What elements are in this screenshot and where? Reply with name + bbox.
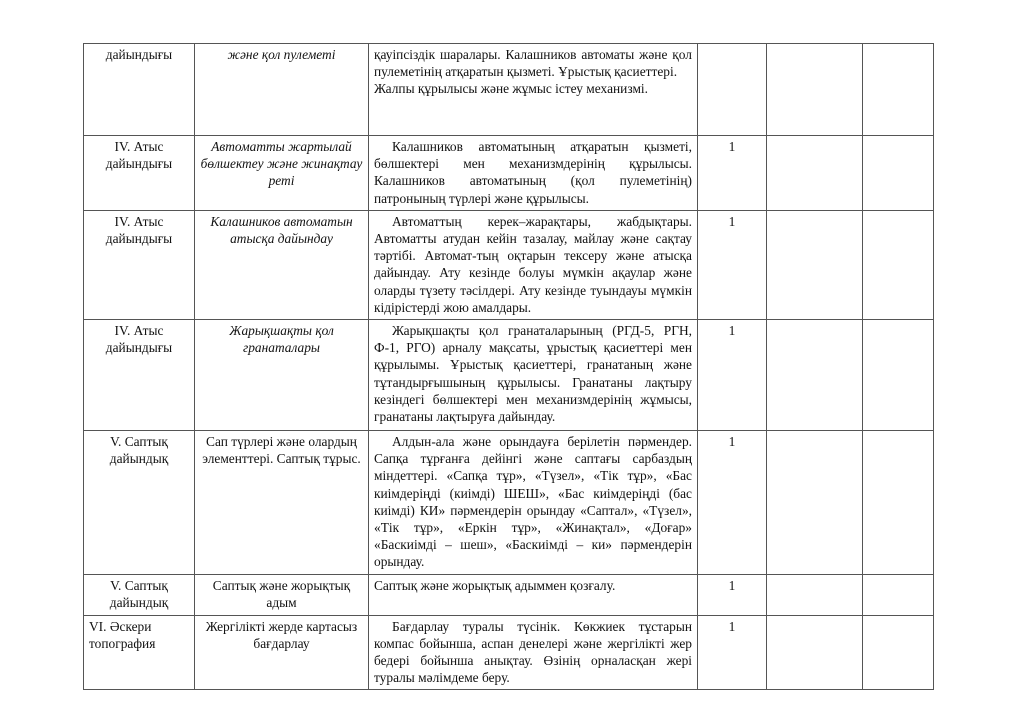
section-cell: VI. Әскери топография <box>84 615 195 690</box>
empty-cell <box>767 210 863 319</box>
content-text: қауіпсіздік шаралары. Калашников автоматы және қол пулеметінің атқаратын қызметі. Ұрыстық қасиеттері. <box>374 47 692 80</box>
empty-cell <box>863 615 934 690</box>
table-row <box>84 320 934 431</box>
topic-cell: Автоматты жартылай бөлшектеу және жинақтау реті <box>195 136 369 211</box>
section-cell: IV. Атыс дайындығы <box>84 136 195 211</box>
table-row <box>84 574 934 615</box>
content-cell: Автоматтың керек–жарақтары, жабдықтары. Автоматты атудан кейін тазалау, майлау және сақтау тәртібі. Автомат-тың оқтарын тексеру және атысқа дайындау. Ату кезінде болуы мүмкін ақаулар және оларды түзету тәсілдері. Ату кезінде туындауы мүмкін кідірістерді жою амалдары. <box>369 210 698 319</box>
content-cell: Саптық және жорықтық адыммен қозғалу. <box>369 574 698 615</box>
empty-cell <box>767 320 863 431</box>
empty-cell <box>863 136 934 211</box>
empty-cell <box>767 574 863 615</box>
topic-cell: Калашников автоматын атысқа дайындау <box>195 210 369 319</box>
section-cell: IV. Атыс дайындығы <box>84 320 195 431</box>
table-row <box>84 615 934 690</box>
empty-cell <box>863 44 934 136</box>
table-row <box>84 210 934 319</box>
section-cell: IV. Атыс дайындығы <box>84 210 195 319</box>
section-cell: V. Саптық дайындық <box>84 431 195 575</box>
table-row <box>84 431 934 575</box>
content-cell: Жарықшақты қол гранаталарының (РГД-5, РГН, Ф-1, РГО) арналу мақсаты, ұрыстық қасиеттері мен құрылымы. Ұрыстық қасиеттері, гранатаның және тұтандырғышының құрылысы. Гранатаны лақтыру кезіндегі бөлшектері мен механизмдерінің жұмысы, гранатаны лақтыруға дайындау. <box>369 320 698 431</box>
table-row <box>84 44 934 136</box>
hours-cell: 1 <box>698 136 767 211</box>
hours-cell: 1 <box>698 431 767 575</box>
section-cell: V. Саптық дайындық <box>84 574 195 615</box>
hours-cell: 1 <box>698 320 767 431</box>
curriculum-table <box>83 43 934 690</box>
empty-cell <box>863 574 934 615</box>
hours-cell: 1 <box>698 210 767 319</box>
content-cell: Калашников автоматының атқаратын қызметі, бөлшектері мен механизмдерінің құрылысы. Калашников автоматының (қол пулеметінің) патронының түрлері және құрылысы. <box>369 136 698 211</box>
empty-cell <box>767 431 863 575</box>
empty-cell <box>863 431 934 575</box>
empty-cell <box>863 320 934 431</box>
empty-cell <box>767 615 863 690</box>
topic-cell: Жергілікті жерде картасыз бағдарлау <box>195 615 369 690</box>
topic-cell: және қол пулеметі <box>195 44 369 136</box>
table-row <box>84 136 934 211</box>
empty-cell <box>767 136 863 211</box>
section-cell: дайындығы <box>84 44 195 136</box>
empty-cell <box>767 44 863 136</box>
topic-cell: Жарықшақты қол гранаталары <box>195 320 369 431</box>
hours-cell: 1 <box>698 574 767 615</box>
hours-cell <box>698 44 767 136</box>
content-text-2: Жалпы құрылысы және жұмыс істеу механизмі. <box>374 81 648 97</box>
content-cell: Алдын-ала және орындауға берілетін пәрмендер. Сапқа тұрғанға дейінгі және саптағы сарбаздың міндеттері. «Сапқа тұр», «Түзел», «Тік тұр», «Бас киімдеріңді (киімді) ШЕШ», «Бас киімдеріңді (бас киімді) КИ» пәрмендерін орындау «Саптал», «Түзел», «Тік тұр», «Еркін тұр», «Жинақтал», «Доғар» «Баскиімді – шеш», «Баскиімді – ки» пәрмендерін орындау. <box>369 431 698 575</box>
hours-cell: 1 <box>698 615 767 690</box>
content-cell <box>369 44 698 136</box>
topic-cell: Сап түрлері және олардың элементтері. Саптық тұрыс. <box>195 431 369 575</box>
empty-cell <box>863 210 934 319</box>
topic-cell: Саптық және жорықтық адым <box>195 574 369 615</box>
content-cell: Бағдарлау туралы түсінік. Көкжиек тұстарын компас бойынша, аспан денелері және жергілікті жер бедері бойынша анықтау. Өзінің орналасқан жері туралы мәлімдеме беру. <box>369 615 698 690</box>
